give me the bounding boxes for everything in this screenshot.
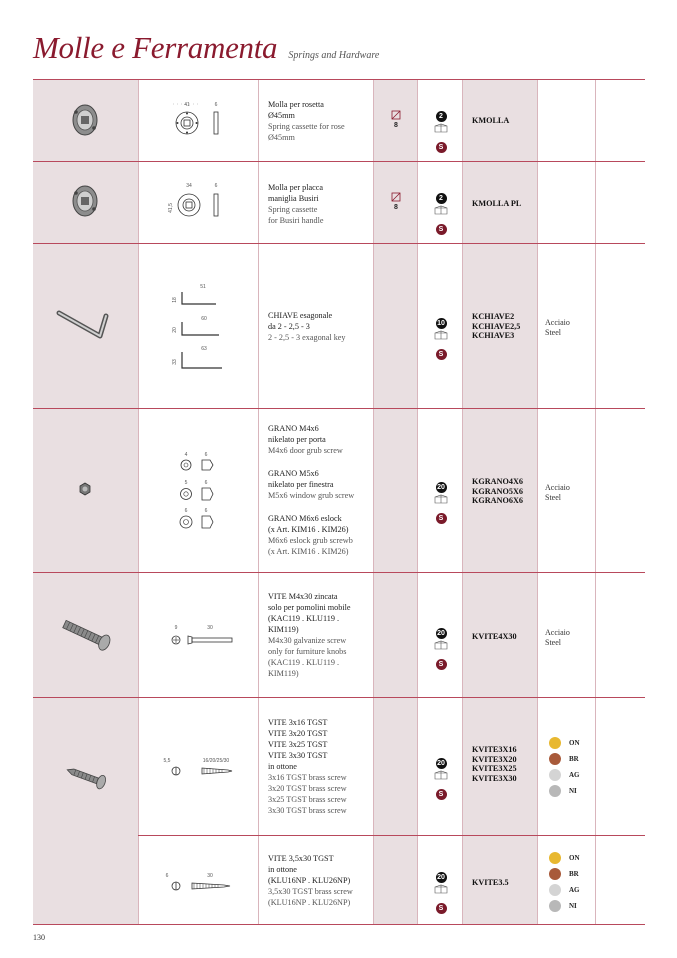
desc-en: 3,5x30 TGST brass screw <box>268 887 353 896</box>
material <box>545 628 570 648</box>
dim-label: 41,5 <box>168 203 174 213</box>
product-code: KGRANO6X6 <box>472 496 523 505</box>
machine-screw-drawing <box>168 624 238 648</box>
product-code: KVITE3X16 <box>472 745 517 754</box>
dim-label: 6 <box>165 873 169 879</box>
finish-ni <box>549 898 580 914</box>
desc-en: 2 - 2,5 - 3 exagonal key <box>268 333 346 342</box>
box-icon <box>434 330 448 340</box>
finish-swatch <box>549 785 561 797</box>
angle-icon <box>391 192 401 202</box>
dim-label: 4 <box>184 452 188 458</box>
pack-unit-badge: S <box>436 224 447 235</box>
title-subtitle: Springs and Hardware <box>288 50 380 61</box>
dim-label: 6 <box>204 508 208 514</box>
dim-label: 6 <box>184 508 188 514</box>
row-rule <box>33 697 645 698</box>
material <box>545 318 570 338</box>
column-divider <box>537 79 538 924</box>
product-code: KVITE4X30 <box>472 632 517 641</box>
row-rule <box>33 79 645 80</box>
pack-unit-badge: S <box>436 349 447 360</box>
pack-qty-badge: 20 <box>437 484 445 491</box>
product-codes <box>472 199 521 209</box>
pack-unit-badge: S <box>436 659 447 670</box>
finish-ag <box>549 767 580 783</box>
material-en: Steel <box>545 493 561 502</box>
product-code: KVITE3X25 <box>472 764 517 773</box>
pack-indicator <box>429 310 453 360</box>
grub-screw-photo <box>78 482 92 496</box>
dim-label: 16/20/25/30 <box>202 758 230 764</box>
material-it: Acciaio <box>545 483 570 492</box>
row-rule <box>33 408 645 409</box>
product-codes <box>472 312 520 341</box>
desc-it: nikelato per finestra <box>268 480 334 489</box>
product-code: KCHIAVE2,5 <box>472 321 521 331</box>
desc-en: (x Art. KIM16 . KIM26) <box>268 547 349 556</box>
desc-en: (KAC119 . KLU119 . <box>268 658 340 667</box>
spring-cassette-drawing <box>168 100 228 140</box>
desc-en: M4x6 door grub screw <box>268 446 343 455</box>
page-number: 130 <box>33 933 45 942</box>
dim-label: 6 <box>214 183 218 189</box>
desc-en: (KLU16NP . KLU26NP) <box>268 898 351 907</box>
desc-en: 3x16 TGST brass screw <box>268 773 347 782</box>
desc-en: Spring cassette <box>268 205 318 214</box>
finish-label: BR <box>569 870 579 878</box>
pack-unit-badge: S <box>436 789 447 800</box>
pack-unit-badge: S <box>436 903 447 914</box>
desc-it: (x Art. KIM16 . KIM26) <box>268 525 349 534</box>
pack-indicator <box>429 864 453 914</box>
desc-it: VITE 3x25 TGST <box>268 740 328 749</box>
finish-label: NI <box>569 902 577 910</box>
page-title <box>33 30 379 66</box>
dim-label: 20 <box>172 327 178 333</box>
product-codes <box>472 745 517 783</box>
material-it: Acciaio <box>545 318 570 327</box>
dim-label: 6 <box>204 452 208 458</box>
angle-value: 8 <box>394 122 398 129</box>
pack-indicator <box>429 620 453 670</box>
box-icon <box>434 770 448 780</box>
desc-it: Ø45mm <box>268 111 295 120</box>
desc-it: Molla per rosetta <box>268 100 324 109</box>
desc-it: in ottone <box>268 762 297 771</box>
dim-label: 18 <box>172 297 178 303</box>
title-main: Molle e Ferramenta <box>33 30 278 65</box>
product-codes <box>472 116 509 126</box>
dim-label: 63 <box>201 346 207 352</box>
desc-it: GRANO M6x6 eslock <box>268 514 342 523</box>
pack-qty-badge: 2 <box>436 193 447 204</box>
column-divider <box>373 79 374 924</box>
angle-indicator <box>389 192 403 211</box>
desc-it: Molla per placca <box>268 183 324 192</box>
box-icon <box>434 494 448 504</box>
product-code: KCHIAVE3 <box>472 331 515 340</box>
finish-swatch <box>549 900 561 912</box>
wood-screw-drawing <box>162 756 242 780</box>
pack-indicator <box>429 185 453 235</box>
row-rule <box>138 835 645 836</box>
row-description <box>268 310 346 343</box>
desc-it: in ottone <box>268 865 297 874</box>
finish-br <box>549 866 580 882</box>
dim-label: 9 <box>174 625 178 631</box>
desc-it: GRANO M5x6 <box>268 469 319 478</box>
desc-it: maniglia Busiri <box>268 194 319 203</box>
material-en: Steel <box>545 328 561 337</box>
box-icon <box>434 123 448 133</box>
pack-qty-badge: 20 <box>437 874 445 881</box>
product-code: KVITE3X30 <box>472 773 517 783</box>
desc-it: solo per pomolini mobile <box>268 603 351 612</box>
pack-unit-badge: S <box>436 513 447 524</box>
desc-it: CHIAVE esagonale <box>268 311 333 320</box>
desc-en: Spring cassette for rose <box>268 122 345 131</box>
desc-en: KIM119) <box>268 669 299 678</box>
pack-indicator <box>429 103 453 153</box>
desc-en: 3x30 TGST brass screw <box>268 806 347 815</box>
desc-it: VITE 3,5x30 TGST <box>268 854 334 863</box>
wood-screw-photo <box>62 762 112 792</box>
box-icon <box>434 884 448 894</box>
desc-en: for Busiri handle <box>268 216 324 225</box>
finish-ag <box>549 882 580 898</box>
dim-label: 33 <box>172 359 178 365</box>
finish-swatch <box>549 884 561 896</box>
desc-it: GRANO M4x6 <box>268 424 319 433</box>
dim-label: 6 <box>204 480 208 486</box>
row-description <box>268 717 347 816</box>
desc-it: (KLU16NP . KLU26NP) <box>268 876 351 885</box>
row-description <box>268 182 323 226</box>
desc-it: da 2 - 2,5 - 3 <box>268 322 310 331</box>
dim-label: 41 <box>184 102 190 108</box>
angle-icon <box>391 110 401 120</box>
pack-qty-badge: 2 <box>436 111 447 122</box>
finish-options <box>549 850 580 914</box>
column-divider <box>462 79 463 924</box>
dim-label: 6 <box>214 102 218 108</box>
material-en: Steel <box>545 638 561 647</box>
spring-plate-photo <box>70 184 100 218</box>
product-codes <box>472 878 509 888</box>
material-it: Acciaio <box>545 628 570 637</box>
finish-swatch <box>549 769 561 781</box>
column-divider <box>417 79 418 924</box>
pack-indicator <box>429 474 453 524</box>
finish-label: AG <box>569 771 580 779</box>
finish-label: ON <box>569 739 580 747</box>
row-description <box>268 591 351 679</box>
finish-swatch <box>549 852 561 864</box>
finish-swatch <box>549 737 561 749</box>
column-divider <box>138 79 139 924</box>
finish-br <box>549 751 580 767</box>
pack-qty-badge: 20 <box>437 760 445 767</box>
row-rule <box>33 924 645 925</box>
grub-screw-drawing <box>176 450 226 532</box>
column-divider <box>595 79 596 924</box>
row-rule <box>33 161 645 162</box>
product-code: KVITE3.5 <box>472 878 509 887</box>
dim-label: 5,5 <box>163 758 171 764</box>
pack-unit-badge: S <box>436 142 447 153</box>
angle-indicator <box>389 110 403 129</box>
finish-label: BR <box>569 755 579 763</box>
desc-en: 3x20 TGST brass screw <box>268 784 347 793</box>
finish-on <box>549 850 580 866</box>
box-icon <box>434 205 448 215</box>
row-rule <box>33 572 645 573</box>
dim-label: 5 <box>184 480 188 486</box>
dim-label: 51 <box>200 284 206 290</box>
row-description <box>268 853 353 908</box>
desc-it: VITE M4x30 zincata <box>268 592 338 601</box>
finish-label: NI <box>569 787 577 795</box>
desc-en: M4x30 galvanize screw <box>268 636 347 645</box>
dim-label: 60 <box>201 316 207 322</box>
row-rule <box>33 243 645 244</box>
product-code: KGRANO4X6 <box>472 477 523 486</box>
desc-en: only for furniture knobs <box>268 647 347 656</box>
product-codes <box>472 632 517 642</box>
product-code: KCHIAVE2 <box>472 312 515 321</box>
product-codes <box>472 477 523 506</box>
row-description <box>268 423 354 557</box>
hex-key-photo <box>56 308 116 344</box>
finish-ni <box>549 783 580 799</box>
desc-it: VITE 3x30 TGST <box>268 751 328 760</box>
product-code: KVITE3X20 <box>472 754 517 764</box>
pack-qty-badge: 10 <box>437 320 445 327</box>
finish-swatch <box>549 868 561 880</box>
finish-options <box>549 735 580 799</box>
finish-label: AG <box>569 886 580 894</box>
product-code: KMOLLA PL <box>472 199 522 208</box>
finish-on <box>549 735 580 751</box>
spring-cassette-photo <box>70 103 100 137</box>
desc-en: M5x6 window grub screw <box>268 491 355 500</box>
dim-label: 30 <box>207 625 213 631</box>
desc-it: (KAC119 . KLU119 . <box>268 614 340 623</box>
desc-it: nikelato per porta <box>268 435 326 444</box>
desc-en: M6x6 eslock grub screwb <box>268 536 353 545</box>
brass-screw-drawing <box>162 871 242 895</box>
finish-swatch <box>549 753 561 765</box>
dim-label: 30 <box>207 873 213 879</box>
desc-en: 3x25 TGST brass screw <box>268 795 347 804</box>
desc-it: VITE 3x20 TGST <box>268 729 328 738</box>
pack-qty-badge: 20 <box>437 630 445 637</box>
finish-label: ON <box>569 854 580 862</box>
machine-screw-photo <box>58 615 118 655</box>
spring-plate-drawing <box>168 182 228 222</box>
desc-it: VITE 3x16 TGST <box>268 718 328 727</box>
dim-label: 34 <box>186 183 192 189</box>
row-description <box>268 99 345 143</box>
product-code: KMOLLA <box>472 116 510 125</box>
angle-value: 8 <box>394 204 398 211</box>
desc-it: KIM119) <box>268 625 299 634</box>
pack-indicator <box>429 750 453 800</box>
column-divider <box>258 79 259 924</box>
desc-en: Ø45mm <box>268 133 295 142</box>
hex-key-drawing <box>172 282 232 372</box>
material <box>545 483 570 503</box>
box-icon <box>434 640 448 650</box>
product-code: KGRANO5X6 <box>472 486 523 496</box>
